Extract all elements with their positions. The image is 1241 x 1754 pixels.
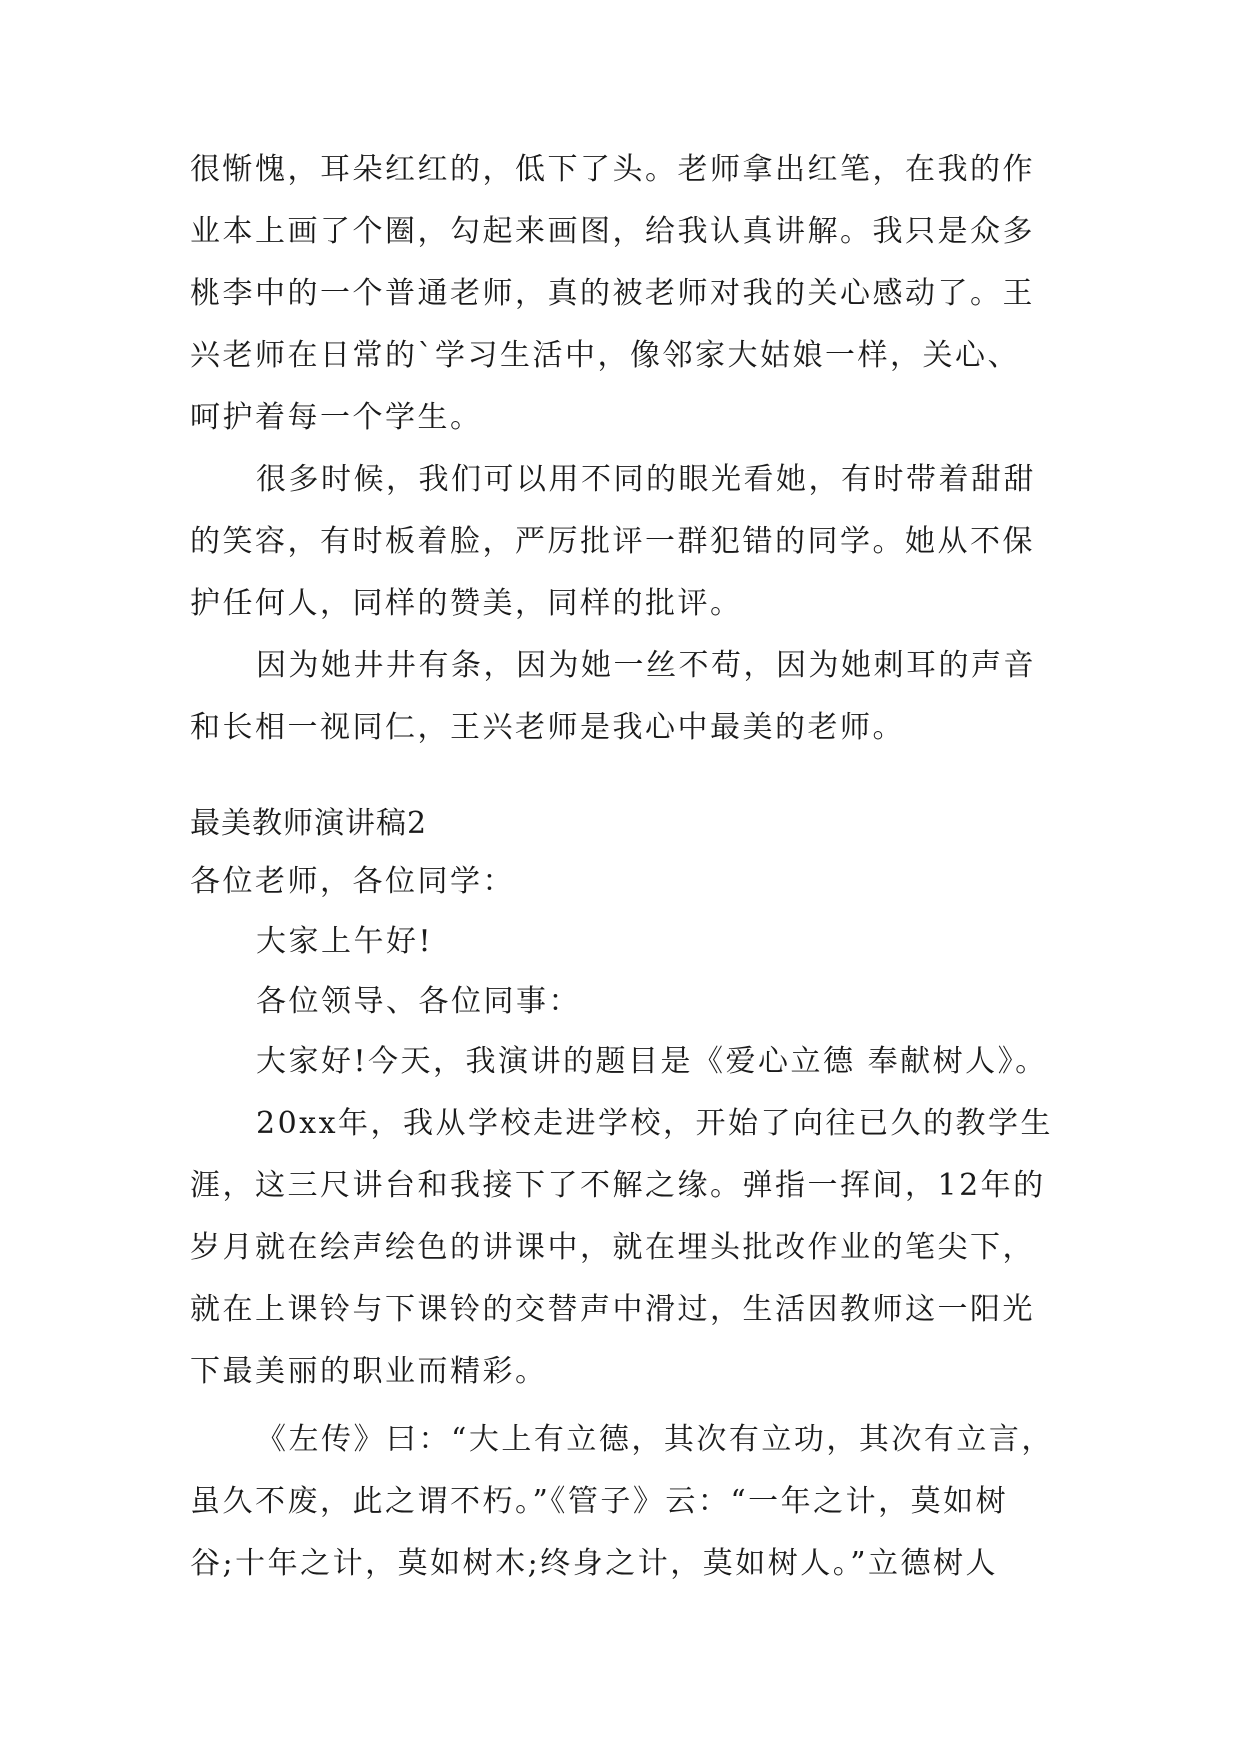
paragraph-2-line-1: 很多时候，我们可以用不同的眼光看她，有时带着甜甜: [256, 462, 1036, 497]
paragraph-5-line-3: 谷;十年之计，莫如树木;终身之计，莫如树人。”立德树人: [190, 1546, 999, 1581]
paragraph-4-line-1: 20xx年，我从学校走进学校，开始了向往已久的教学生: [256, 1106, 1054, 1141]
paragraph-3-line-1: 因为她井井有条，因为她一丝不苟，因为她刺耳的声音: [256, 648, 1036, 683]
paragraph-4-line-5: 下最美丽的职业而精彩。: [190, 1354, 548, 1389]
paragraph-1-line-2: 业本上画了个圈，勾起来画图，给我认真讲解。我只是众多: [190, 214, 1035, 249]
paragraph-3-line-2: 和长相一视同仁，王兴老师是我心中最美的老师。: [190, 710, 905, 745]
paragraph-2-line-2: 的笑容，有时板着脸，严厉批评一群犯错的同学。她从不保: [190, 524, 1035, 559]
greeting-2: 各位领导、各位同事：: [256, 984, 581, 1019]
paragraph-4-line-3: 岁月就在绘声绘色的讲课中，就在埋头批改作业的笔尖下，: [190, 1230, 1035, 1265]
paragraph-1-line-3: 桃李中的一个普通老师，真的被老师对我的关心感动了。王: [190, 276, 1035, 311]
paragraph-5-line-2: 虽久不废，此之谓不朽。”《管子》云：“一年之计，莫如树: [190, 1484, 1009, 1519]
greeting-3: 大家好!今天，我演讲的题目是《爱心立德 奉献树人》。: [256, 1044, 1048, 1079]
paragraph-2-line-3: 护任何人，同样的赞美，同样的批评。: [190, 586, 743, 621]
paragraph-4-line-2: 涯，这三尺讲台和我接下了不解之缘。弹指一挥间，12年的: [190, 1168, 1046, 1203]
salutation: 各位老师，各位同学：: [190, 864, 515, 899]
paragraph-1-line-4: 兴老师在日常的`学习生活中，像邻家大姑娘一样，关心、: [190, 338, 1020, 373]
section-title: 最美教师演讲稿2: [190, 806, 428, 841]
paragraph-1-line-1: 很惭愧，耳朵红红的，低下了头。老师拿出红笔，在我的作: [190, 152, 1035, 187]
paragraph-5-line-1: 《左传》曰：“大上有立德，其次有立功，其次有立言，: [256, 1422, 1054, 1457]
paragraph-4-line-4: 就在上课铃与下课铃的交替声中滑过，生活因教师这一阳光: [190, 1292, 1035, 1327]
paragraph-1-line-5: 呵护着每一个学生。: [190, 400, 483, 435]
greeting-1: 大家上午好!: [256, 924, 434, 959]
